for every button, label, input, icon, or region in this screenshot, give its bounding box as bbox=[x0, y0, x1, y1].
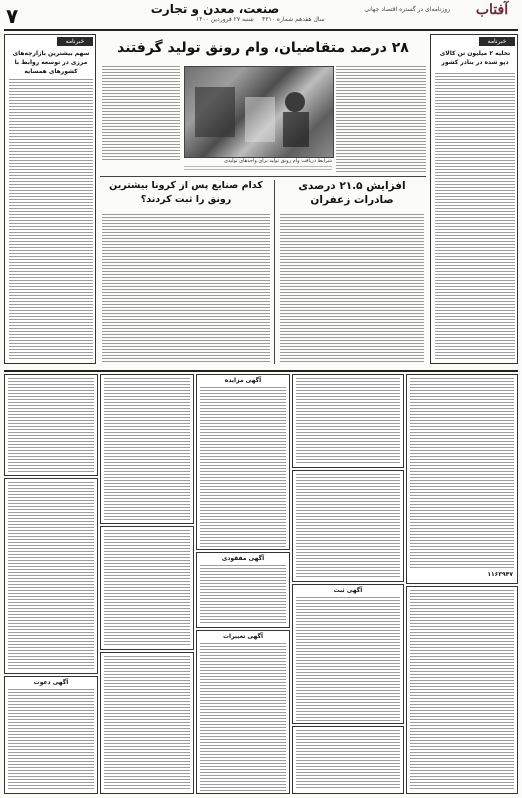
ad-col4-c-title: آگهی ثبت bbox=[333, 587, 363, 594]
right-sidebar bbox=[430, 34, 518, 364]
right-sidebar-title: تخلیه ۲ میلیون تن کالای دپو شده در بنادر کشور bbox=[439, 50, 511, 66]
rule-2 bbox=[274, 180, 275, 364]
ad-col2-b-body bbox=[104, 530, 190, 646]
main-article-text-right bbox=[336, 66, 426, 172]
ad-col1-b bbox=[4, 478, 98, 674]
corona-headline-2: رونق را ثبت کردند؟ bbox=[140, 194, 232, 205]
ad-col2-a bbox=[100, 374, 194, 524]
ad-col5-a-body bbox=[410, 378, 514, 568]
left-sidebar-body bbox=[9, 79, 93, 359]
ad-col3-c-body bbox=[200, 643, 286, 791]
ad-col1-a bbox=[4, 374, 98, 476]
photo-caption: شرایط دریافت وام رونق تولید برای واحدهای تولیدی bbox=[224, 158, 332, 164]
saffron-article bbox=[278, 180, 426, 366]
ad-col2-b bbox=[100, 526, 194, 650]
ad-col4-d bbox=[292, 726, 404, 794]
ad-col3-c bbox=[196, 630, 290, 794]
ad-col4-b-body bbox=[296, 474, 400, 578]
logo: آفتاب bbox=[475, 2, 509, 18]
ad-col3-b bbox=[196, 552, 290, 628]
ad-col5-b bbox=[406, 586, 518, 794]
left-sidebar bbox=[4, 34, 96, 364]
ad-col2-c bbox=[100, 652, 194, 794]
masthead bbox=[0, 0, 522, 30]
main-headline: ۲۸ درصد متقاضیان، وام رونق تولید گرفتند bbox=[117, 40, 409, 56]
ad-col2-c-body bbox=[104, 656, 190, 790]
ad-col5-a-number: ۱۱۶۳۹۴۷ bbox=[487, 571, 513, 578]
ad-col4-b bbox=[292, 470, 404, 582]
ad-col3-a-title: آگهی مزایده bbox=[224, 377, 262, 384]
ad-col1-c-body bbox=[8, 689, 94, 791]
ad-col1-c-title: آگهی دعوت bbox=[33, 679, 69, 686]
section-title: صنعت، معدن و تجارت bbox=[150, 2, 280, 16]
ad-col1-c bbox=[4, 676, 98, 794]
ad-col3-b-body bbox=[200, 565, 286, 625]
ad-col5-a bbox=[406, 374, 518, 584]
ad-col4-c bbox=[292, 584, 404, 724]
page-number: ۷ bbox=[6, 4, 19, 28]
masthead-rule bbox=[4, 29, 518, 31]
right-sidebar-body bbox=[435, 73, 515, 359]
ad-col2-a-body bbox=[104, 378, 190, 520]
photo-graphic bbox=[185, 67, 333, 157]
photo-caption-lines bbox=[184, 166, 332, 172]
ad-col5-b-body bbox=[410, 590, 514, 790]
ad-col3-b-title: آگهی مفقودی bbox=[221, 555, 265, 562]
main-article-text-left bbox=[102, 66, 180, 160]
ad-col1-b-body bbox=[8, 482, 94, 670]
ad-col1-a-body bbox=[8, 378, 94, 472]
corona-article bbox=[100, 180, 272, 366]
factory-photo bbox=[184, 66, 334, 158]
ad-col3-a-body bbox=[200, 387, 286, 547]
left-sidebar-title: سهم بیشترین بازارچه‌های مرزی در توسعه روابط با کشورهای همسایه bbox=[12, 50, 90, 75]
ad-col4-a bbox=[292, 374, 404, 468]
ad-col4-c-body bbox=[296, 597, 400, 721]
tagline: روزنامه‌ای در گستره اقتصاد جهانی bbox=[364, 6, 450, 13]
ad-col4-d-body bbox=[296, 730, 400, 790]
left-sidebar-tag: خبرنامه bbox=[57, 37, 93, 46]
ad-col3-c-title: آگهی تغییرات bbox=[222, 633, 264, 640]
saffron-headline-1: افزایش ۲۱.۵ درصدی bbox=[298, 180, 406, 192]
saffron-body bbox=[280, 214, 424, 362]
corona-headline-1: کدام صنایع پس از کرونا بیشترین bbox=[109, 180, 263, 191]
ad-col3-a bbox=[196, 374, 290, 550]
ad-col4-a-body bbox=[296, 378, 400, 464]
ads-top-rule bbox=[4, 370, 518, 372]
date-line: شنبه ۲۷ فروردین ۱۴۰۰ bbox=[196, 16, 254, 23]
saffron-headline-2: صادرات زعفران bbox=[310, 194, 394, 206]
rule-1 bbox=[100, 176, 426, 177]
issue-line: سال هفدهم شماره ۴۳۱۰ bbox=[262, 16, 325, 23]
right-sidebar-tag: خبرنامه bbox=[479, 37, 515, 46]
corona-body bbox=[102, 214, 270, 362]
